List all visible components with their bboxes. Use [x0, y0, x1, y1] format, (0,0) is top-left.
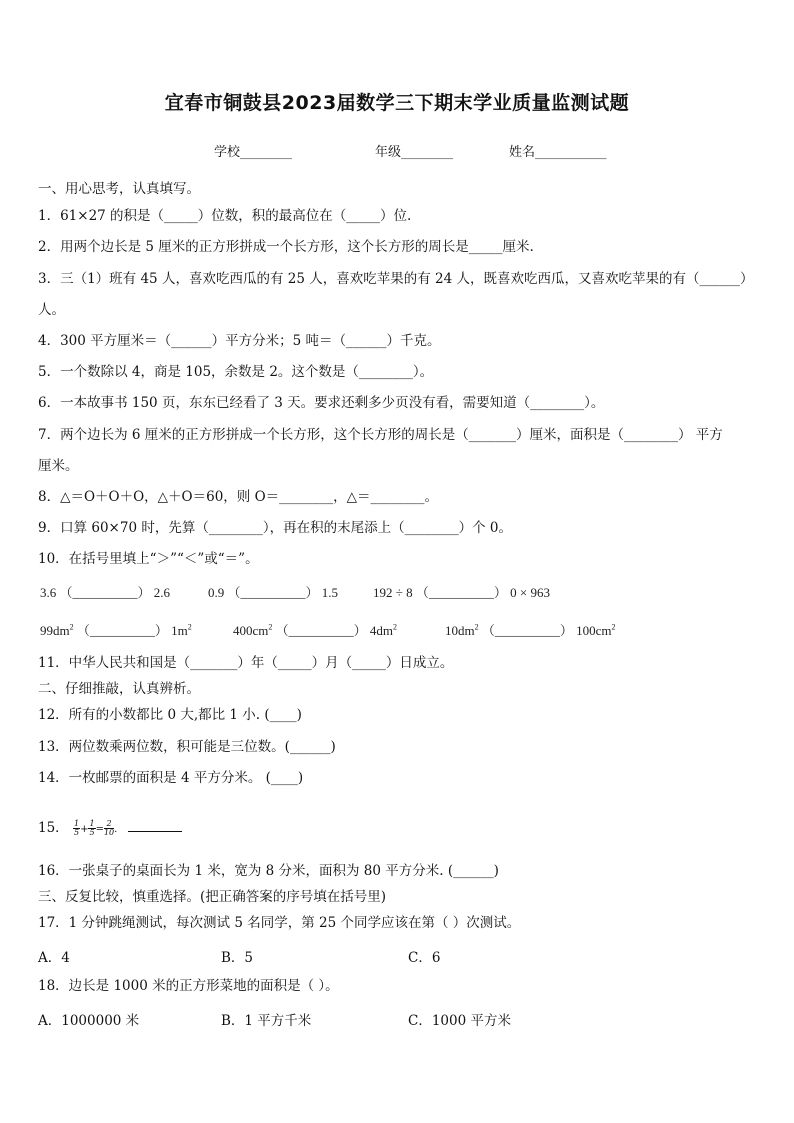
- exponent: 2: [187, 622, 192, 632]
- question-5: 5．一个数除以 4，商是 105，余数是 2。这个数是（________）。: [38, 364, 434, 380]
- question-3-continued: 人。: [38, 302, 65, 318]
- compare-item-6: [445, 620, 616, 639]
- q18-option-a: A．1000000 米: [38, 1013, 140, 1029]
- compare-item-4-right: （__________） 1m: [76, 623, 188, 638]
- question-6: 6．一本故事书 150 页，东东已经看了 3 天。要求还剩多少页没有看，需要知道（________）。: [38, 395, 605, 411]
- question-11: 11．中华人民共和国是（_______）年（_____）月（_____）日成立。: [38, 655, 454, 671]
- question-9: 9．口算 60×70 时，先算（________），再在积的末尾添上（________）个 0。: [38, 520, 512, 536]
- exponent: 2: [268, 622, 273, 632]
- question-7-continued: 厘米。: [38, 458, 79, 474]
- exponent: 2: [69, 622, 74, 632]
- fraction-1: [73, 820, 80, 837]
- fraction-1-numerator: 1: [73, 819, 80, 828]
- name-field: 姓名___________: [509, 145, 607, 160]
- question-15-label: 15．: [38, 820, 69, 836]
- section-heading-2: 二、仔细推敲，认真辨析。: [38, 681, 200, 697]
- question-2: 2．用两个边长是 5 厘米的正方形拼成一个长方形，这个长方形的周长是_____厘米.: [38, 239, 534, 255]
- question-10: 10．在括号里填上“＞”“＜”或“＝”。: [38, 551, 259, 567]
- q17-option-b: B．5: [221, 950, 254, 966]
- school-field: 学校________: [214, 145, 293, 160]
- page-title: 宜春市铜鼓县2023届数学三下期末学业质量监测试题: [164, 92, 630, 114]
- fraction-1-denominator: 5: [73, 828, 80, 837]
- question-18: 18．边长是 1000 米的正方形菜地的面积是（ ）。: [38, 978, 339, 994]
- q18-option-c: C．1000 平方米: [408, 1013, 511, 1029]
- exponent: 2: [611, 622, 616, 632]
- compare-item-3: 192 ÷ 8 （__________） 0 × 963: [373, 585, 550, 600]
- plus-sign: +: [80, 824, 89, 835]
- compare-item-6-left: 10dm: [445, 623, 475, 638]
- q17-option-a: A．4: [38, 950, 70, 966]
- grade-field: 年级________: [375, 145, 454, 160]
- fraction-3: [104, 820, 114, 837]
- question-16: 16．一张桌子的桌面长为 1 米，宽为 8 分米，面积为 80 平方分米. (______): [38, 863, 499, 879]
- section-heading-1: 一、用心思考，认真填写。: [38, 181, 200, 197]
- fraction-2-denominator: 5: [89, 828, 95, 837]
- question-12: 12．所有的小数都比 0 大,都比 1 小. (____): [38, 707, 302, 723]
- q18-option-b: B．1 平方千米: [221, 1013, 312, 1029]
- answer-blank: [128, 819, 182, 832]
- compare-item-5: [233, 620, 397, 639]
- question-13: 13．两位数乘两位数，积可能是三位数。(______): [38, 739, 336, 755]
- section-heading-3: 三、反复比较，慎重选择。(把正确答案的序号填在括号里): [38, 889, 387, 905]
- exponent: 2: [474, 622, 479, 632]
- question-7: 7．两个边长为 6 厘米的正方形拼成一个长方形，这个长方形的周长是（_______）厘米，面积是（________） 平方: [38, 427, 723, 443]
- compare-item-4: [40, 620, 192, 639]
- question-17: 17．1 分钟跳绳测试，每次测试 5 名同学，第 25 个同学应该在第（ ）次测试。: [38, 915, 521, 931]
- q17-option-c: C．6: [408, 950, 441, 966]
- fraction-3-numerator: 2: [104, 820, 114, 829]
- fraction-3-denominator: 10: [103, 828, 115, 837]
- fraction-2-numerator: 1: [89, 819, 95, 828]
- question-4: 4．300 平方厘米＝（______）平方分米；5 吨＝（______）千克。: [38, 333, 441, 349]
- question-15: [38, 816, 182, 837]
- fraction-2: [88, 820, 95, 837]
- exponent: 2: [393, 622, 398, 632]
- question-14: 14．一枚邮票的面积是 4 平方分米。 (____): [38, 770, 304, 786]
- period: .: [114, 824, 118, 835]
- compare-item-5-right: （__________） 4dm: [275, 623, 394, 638]
- compare-item-1: 3.6 （__________） 2.6: [40, 585, 171, 600]
- equals-sign: =: [95, 824, 104, 835]
- question-3: 3．三（1）班有 45 人，喜欢吃西瓜的有 25 人，喜欢吃苹果的有 24 人，既喜欢吃西瓜，又喜欢吃苹果的有（______）: [38, 271, 754, 287]
- compare-item-4-left: 99dm: [40, 623, 70, 638]
- question-8: 8．△＝O＋O＋O，△＋O＝60，则 O＝________，△＝________。: [38, 489, 439, 505]
- compare-item-6-right: （__________） 100cm: [481, 623, 612, 638]
- compare-item-2: 0.9 （__________） 1.5: [208, 585, 339, 600]
- compare-item-5-left: 400cm: [233, 623, 269, 638]
- question-1: 1．61×27 的积是（_____）位数，积的最高位在（_____）位.: [38, 208, 412, 224]
